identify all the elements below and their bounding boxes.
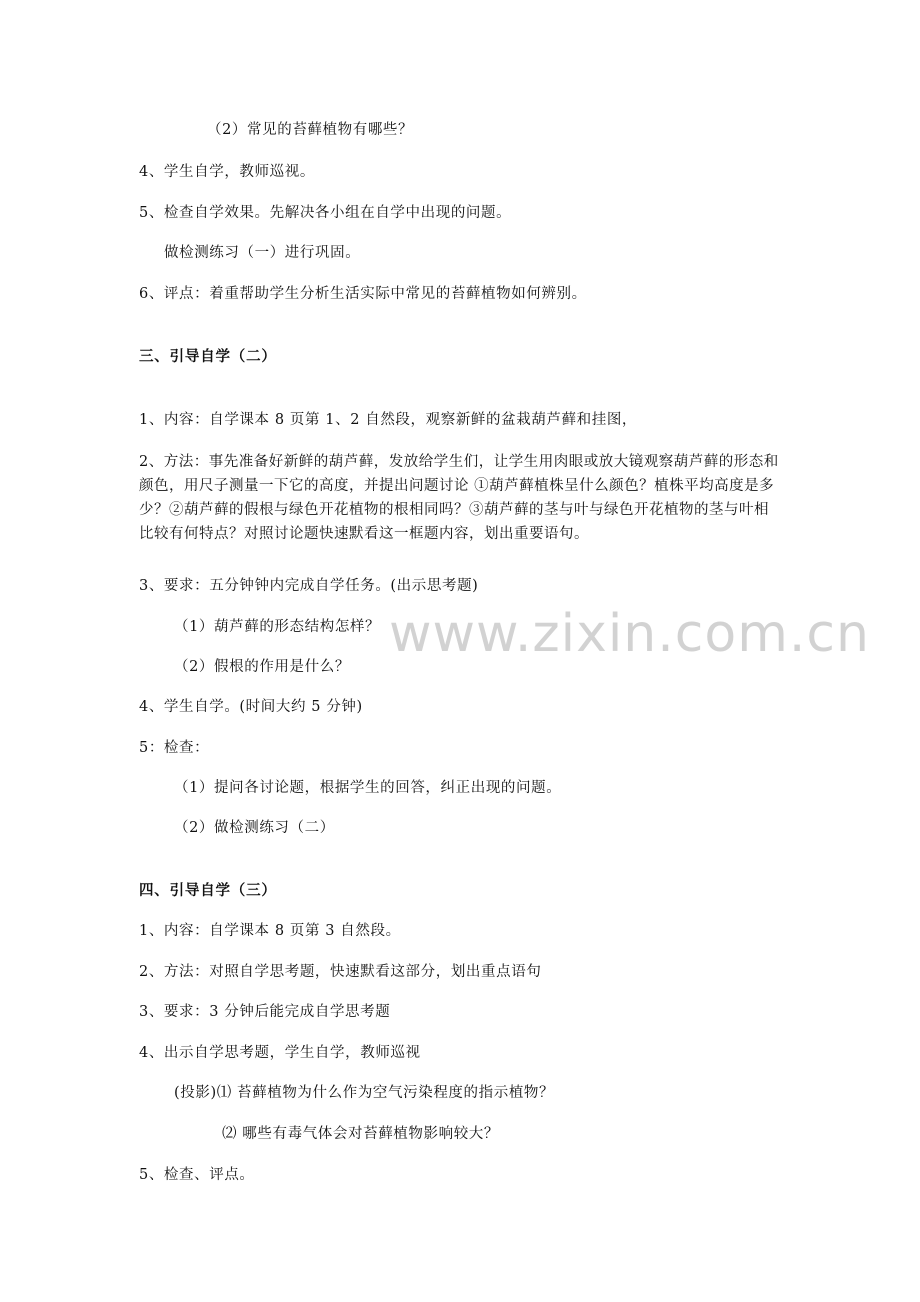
- step-5-check-results: 5、检查自学效果。先解决各小组在自学中出现的问题。: [139, 205, 512, 221]
- step-6-review: 6、评点：着重帮助学生分析生活实际中常见的苔藓植物如何辨别。: [139, 286, 587, 302]
- content-item-1: 1、内容：自学课本 8 页第 1、2 自然段，观察新鲜的盆栽葫芦藓和挂图，: [139, 412, 638, 428]
- question-1-structure: （1）葫芦藓的形态结构怎样？: [174, 619, 381, 635]
- check-item-2: （2）做检测练习（二）: [174, 820, 335, 836]
- requirement-item: 3、要求：五分钟钟内完成自学任务。(出示思考题): [139, 578, 479, 594]
- section-heading-3: 三、引导自学（二）: [139, 349, 277, 365]
- step-5-check: 5：检查：: [139, 740, 210, 756]
- method-item-2: 2、方法：对照自学思考题，快速默看这部分，划出重点语句: [139, 964, 542, 980]
- step-5-check-review: 5、检查、评点。: [139, 1167, 255, 1183]
- question-2-common-mosses: （2）常见的苔藓植物有哪些？: [207, 122, 414, 138]
- projection-question-1: (投影)⑴ 苔藓植物为什么作为空气污染程度的指示植物？: [174, 1085, 555, 1101]
- section-heading-4: 四、引导自学（三）: [139, 883, 277, 899]
- content-item-2: 1、内容：自学课本 8 页第 3 自然段。: [139, 923, 401, 939]
- step-4-self-study: 4、学生自学，教师巡视。: [139, 164, 315, 180]
- practice-1: 做检测练习（一）进行巩固。: [164, 245, 361, 261]
- question-2-rhizoid: （2）假根的作用是什么？: [174, 659, 350, 675]
- step-4-time: 4、学生自学。(时间大约 5 分钟): [139, 699, 363, 715]
- requirement-item-2: 3、要求：3 分钟后能完成自学思考题: [139, 1004, 391, 1020]
- step-4-show-questions: 4、出示自学思考题，学生自学，教师巡视: [139, 1045, 421, 1061]
- projection-question-2: ⑵ 哪些有毒气体会对苔藓植物影响较大？: [222, 1126, 500, 1142]
- check-item-1: （1）提问各讨论题，根据学生的回答，纠正出现的问题。: [174, 780, 562, 796]
- method-paragraph: 2、方法：事先准备好新鲜的葫芦藓，发放给学生们，让学生用肉眼或放大镜观察葫芦藓的形态和颜色，用尺子测量一下它的高度，并提出问题讨论 ①葫芦藓植株呈什么颜色？植株平均高度是多少？②葫芦藓的假根与绿色开花植物的根相同吗？③葫芦藓的茎与叶与绿色开花植物的茎与叶相比较有何特点？对照讨论题快速默看这一框题内容，划出重要语句。: [139, 454, 779, 542]
- watermark: www.zixin.com.cn: [389, 604, 870, 664]
